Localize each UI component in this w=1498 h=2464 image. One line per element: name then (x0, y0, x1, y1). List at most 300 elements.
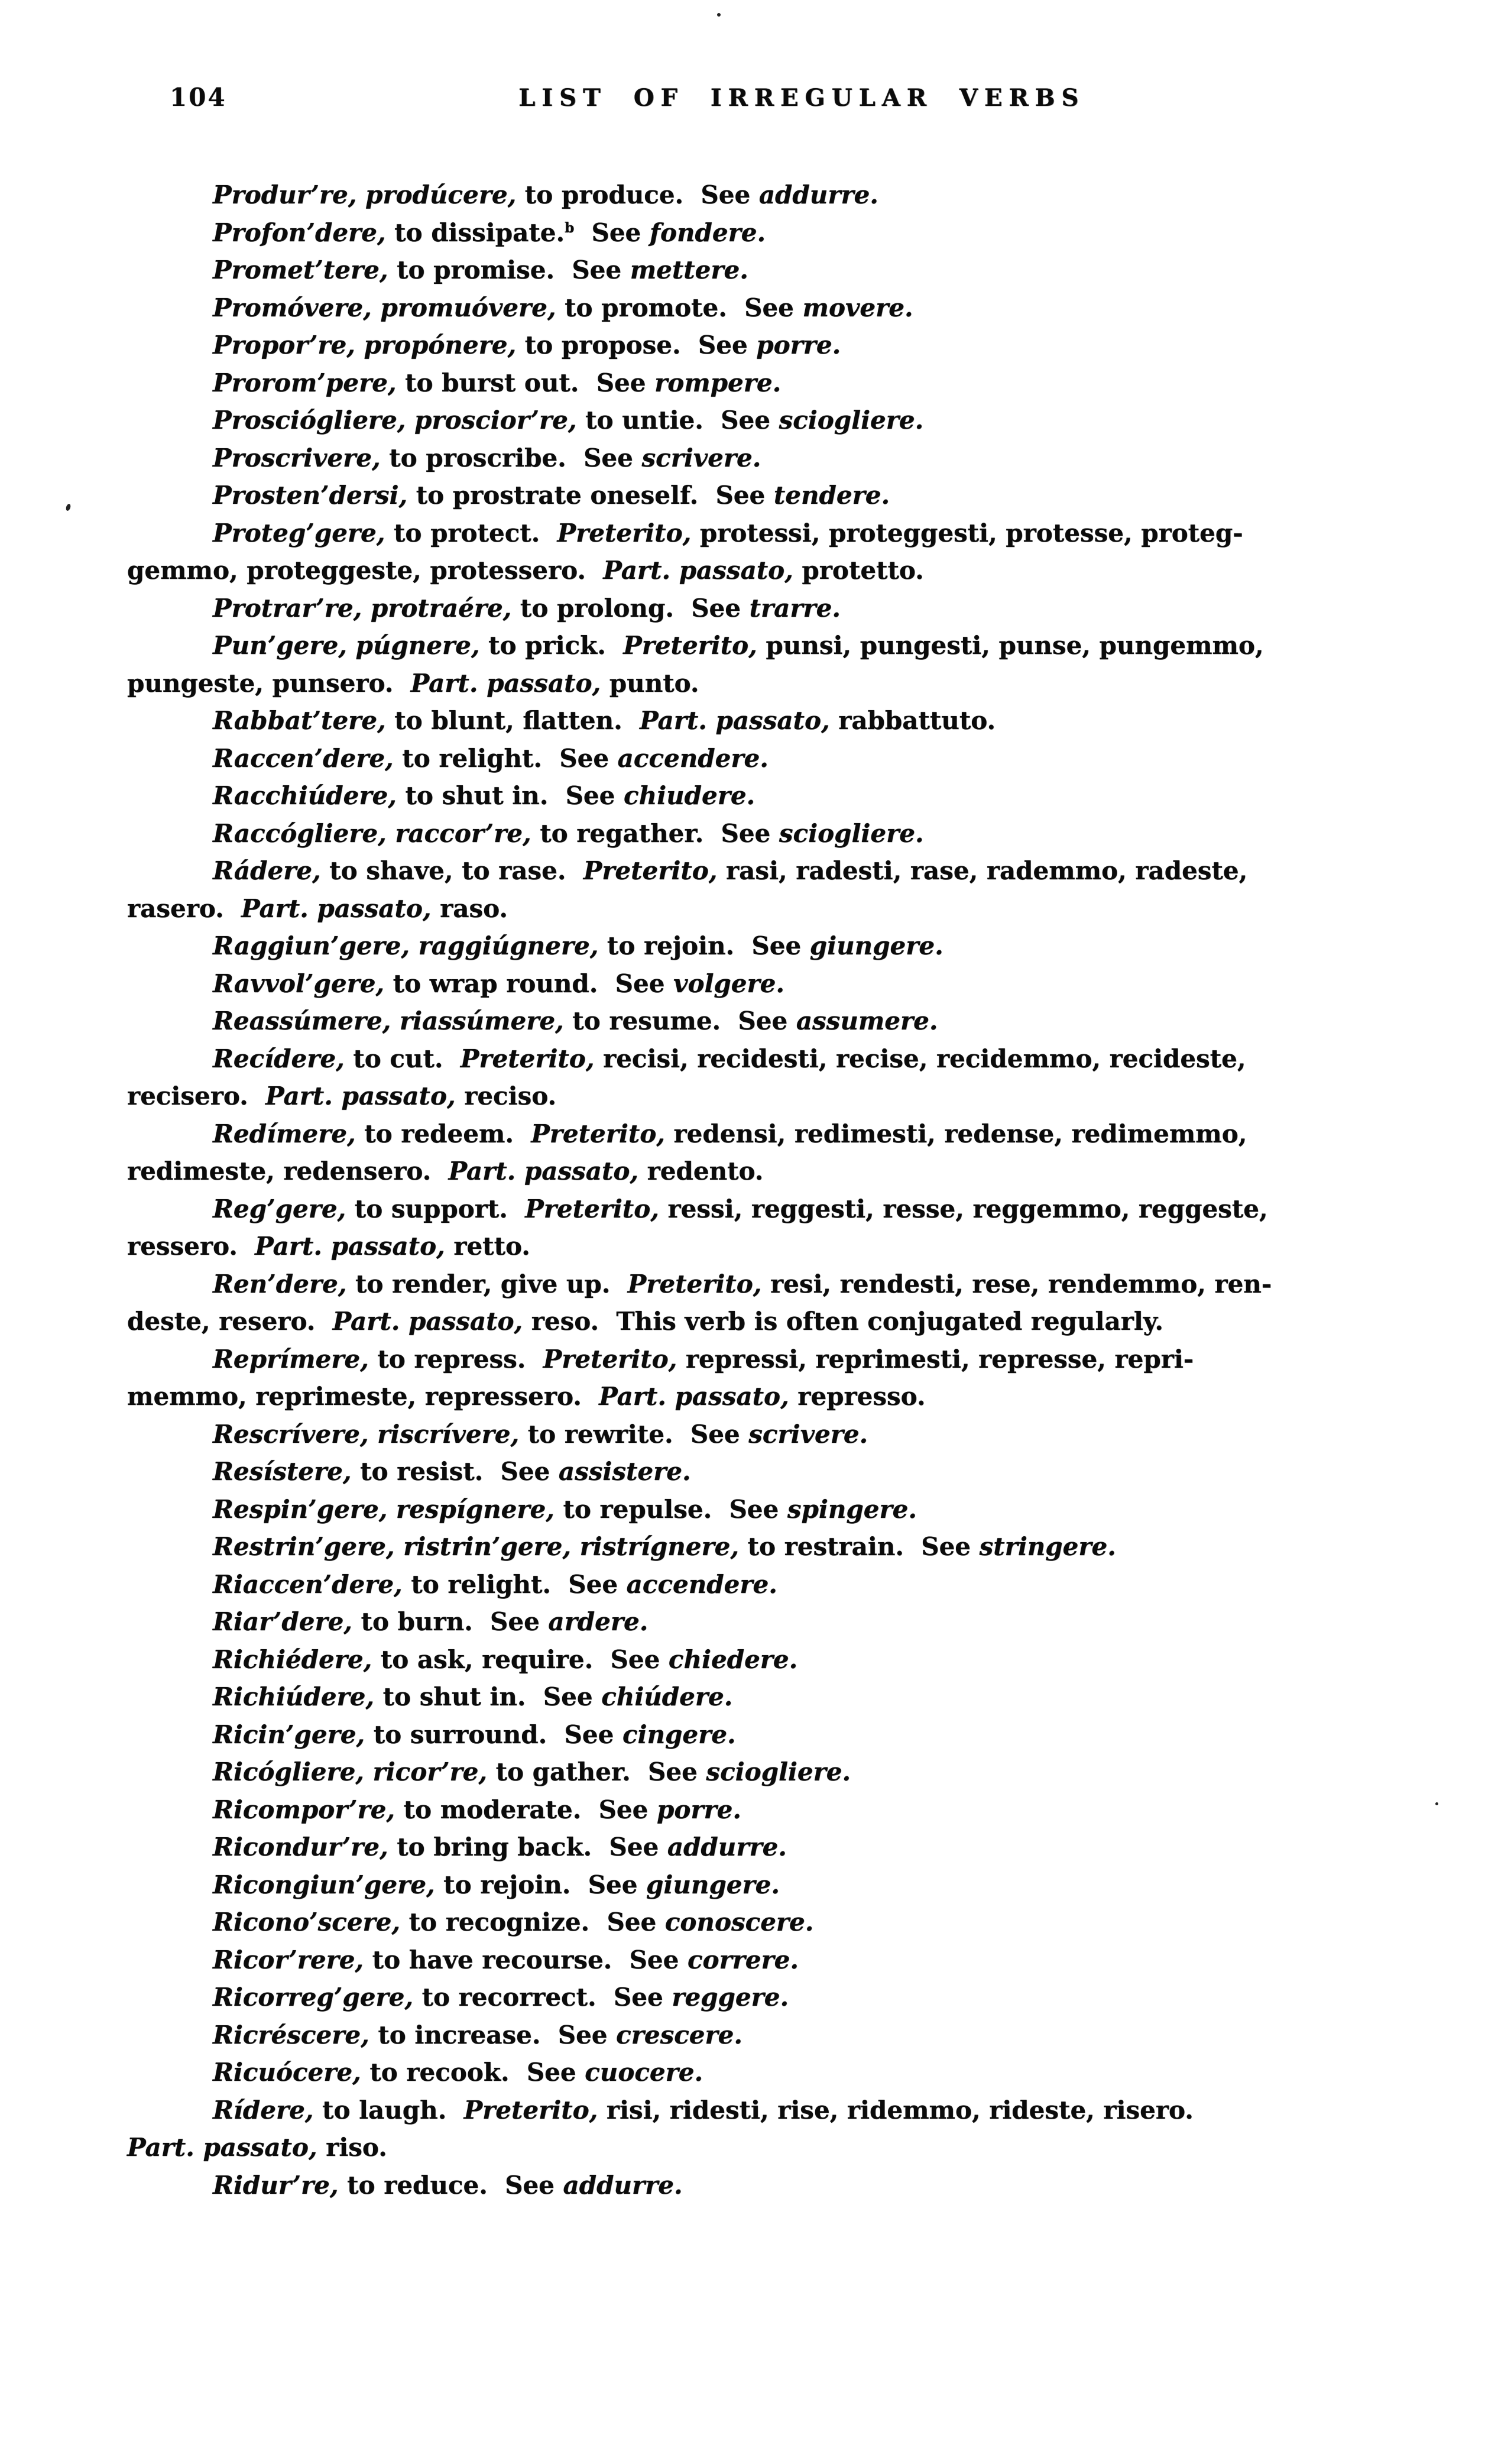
plain-text: to produce. (516, 180, 701, 209)
italic-text: chiudere. (624, 781, 756, 810)
plain-text: to protect. (385, 518, 557, 548)
plain-text: See (557, 2020, 617, 2049)
entry-line (127, 289, 1377, 327)
verb-entry (127, 965, 1377, 1003)
italic-text: porre. (656, 1795, 741, 1824)
entry-line (127, 815, 1377, 853)
plain-text: See (588, 1870, 647, 1899)
italic-text: Riar’dere, (213, 1607, 352, 1636)
entry-line (127, 1866, 1377, 1904)
plain-text: to restrain. (738, 1532, 922, 1561)
verb-entry (127, 176, 1377, 214)
entry-line (127, 590, 1377, 627)
italic-text: Part. passato, (448, 1157, 639, 1186)
entry-line (127, 2167, 1377, 2204)
verb-entry (127, 251, 1377, 289)
italic-text: Part. passato, (241, 893, 432, 923)
italic-text: giungere. (646, 1870, 780, 1899)
italic-text: Preterito, (531, 1119, 665, 1148)
plain-text: See (505, 2170, 563, 2200)
italic-text: Part. passato, (410, 668, 601, 698)
entry-line (127, 1828, 1377, 1866)
plain-text: See (691, 593, 750, 623)
plain-text: rabbattuto. (829, 706, 996, 735)
italic-text: sciogliere. (779, 406, 924, 435)
plain-text: to rewrite. (519, 1419, 690, 1449)
italic-text: spingere. (787, 1494, 917, 1524)
plain-text: repressi, reprimesti, represse, repri- (677, 1344, 1194, 1374)
italic-text: Preterito, (460, 1044, 595, 1073)
plain-text: See (609, 1832, 667, 1861)
verb-entry (127, 590, 1377, 627)
italic-text: fondere. (649, 218, 766, 247)
plain-text: to untie. (576, 406, 721, 435)
italic-text: sciogliere. (779, 818, 924, 848)
entry-line (127, 1641, 1377, 1679)
italic-text: sciogliere. (706, 1757, 851, 1786)
plain-text: to promise. (388, 255, 572, 284)
plain-text: to rejoin. (435, 1870, 588, 1899)
verb-entry (127, 2054, 1377, 2091)
italic-text: Reassúmere, riassúmere, (213, 1006, 564, 1035)
plain-text: represso. (789, 1382, 926, 1411)
italic-text: Propor’re, propónere, (213, 331, 517, 360)
italic-text: giungere. (809, 931, 943, 960)
plain-text: See (615, 969, 674, 998)
italic-text: Promet’tere, (213, 255, 388, 284)
italic-text: addurre. (563, 2170, 683, 2200)
plain-text: See (564, 1720, 622, 1749)
plain-text: See (526, 2058, 585, 2087)
entry-line (127, 1002, 1377, 1040)
plain-text: to surround. (365, 1720, 565, 1749)
plain-text: to burn. (352, 1607, 491, 1636)
plain-text: to relight. (402, 1569, 569, 1599)
entry-line (127, 1603, 1377, 1641)
italic-text: Preterito, (543, 1344, 677, 1374)
entry-line (127, 1228, 1377, 1265)
entry-line (127, 1791, 1377, 1829)
italic-text: Riaccen’dere, (213, 1569, 403, 1599)
plain-text: to promote. (556, 293, 745, 322)
plain-text: gemmo, proteggeste, protessero. (127, 556, 604, 585)
italic-text: Preterito, (623, 631, 757, 660)
verb-entry (127, 1416, 1377, 1453)
italic-text: Proscrivere, (213, 443, 381, 472)
italic-text: porre. (756, 331, 841, 360)
italic-text: Rabbat’tere, (213, 706, 386, 735)
plain-text: reso. This verb is often conjugated regularly. (523, 1307, 1164, 1336)
verb-entry (127, 514, 1377, 590)
entry-line (127, 1528, 1377, 1566)
plain-text: See (568, 1569, 627, 1599)
entry-line (127, 477, 1377, 514)
plain-text: to ask, require. (372, 1644, 611, 1674)
italic-text: Ricor’rere, (213, 1945, 364, 1974)
plain-text: protessi, proteggesti, protesse, proteg- (691, 518, 1243, 548)
italic-text: Part. passato, (599, 1382, 789, 1411)
italic-text: Ricin’gere, (213, 1720, 365, 1749)
verb-entry (127, 214, 1377, 252)
plain-text: to shave, to rase. (320, 856, 583, 885)
entry-line (127, 364, 1377, 402)
italic-text: chiúdere. (601, 1682, 733, 1711)
italic-text: chiedere. (668, 1644, 798, 1674)
entry-line (127, 1716, 1377, 1754)
italic-text: Preterito, (463, 2095, 598, 2125)
entry-line (127, 627, 1377, 665)
italic-text: Respin’gere, respígnere, (213, 1494, 555, 1524)
verb-entry (127, 927, 1377, 965)
verb-entry (127, 1941, 1377, 1979)
italic-text: Ricorreg’gere, (213, 1983, 413, 2012)
verb-entry (127, 402, 1377, 439)
entry-line (127, 439, 1377, 477)
italic-text: Preterito, (583, 856, 718, 885)
plain-text: to recorrect. (413, 1983, 614, 2012)
italic-text: stringere. (979, 1532, 1116, 1561)
plain-text: redensi, redimesti, redense, redimemmo, (664, 1119, 1247, 1148)
plain-text: See (596, 368, 655, 397)
italic-text: Reprímere, (213, 1344, 369, 1374)
entry-line (127, 1491, 1377, 1529)
plain-text: risi, ridesti, rise, ridemmo, rideste, risero. (598, 2095, 1194, 2125)
verb-entry (127, 740, 1377, 778)
plain-text: to relight. (393, 743, 560, 773)
entry-line (127, 2129, 1377, 2167)
plain-text: to gather. (487, 1757, 649, 1786)
plain-text: See (490, 1607, 549, 1636)
plain-text: See (559, 743, 618, 773)
verb-entry (127, 852, 1377, 927)
plain-text: punto. (601, 668, 699, 698)
italic-text: Rescrívere, riscrívere, (213, 1419, 520, 1449)
italic-text: Rádere, (213, 856, 321, 885)
plain-text: See (721, 406, 779, 435)
italic-text: Ricono’scere, (213, 1908, 401, 1937)
entry-line (127, 1753, 1377, 1791)
italic-text: Resístere, (213, 1457, 352, 1486)
italic-text: assistere. (558, 1457, 691, 1486)
entry-line (127, 1453, 1377, 1491)
verb-entry (127, 1641, 1377, 1679)
plain-text: protetto. (793, 556, 924, 585)
entry-line (127, 1941, 1377, 1979)
plain-text: to render, give up. (346, 1269, 628, 1299)
plain-text: to reduce. (338, 2170, 505, 2200)
italic-text: volgere. (673, 969, 784, 998)
plain-text: See (715, 481, 774, 510)
plain-text: to rejoin. (598, 931, 752, 960)
verb-entry (127, 1678, 1377, 1716)
plain-text: See (613, 1983, 672, 2012)
verb-entry (127, 439, 1377, 477)
plain-text: to support. (346, 1194, 526, 1223)
verb-entry (127, 1265, 1377, 1341)
italic-text: Part. passato, (603, 556, 793, 585)
plain-text: to regather. (531, 818, 721, 848)
plain-text: to dissipate. (385, 218, 565, 247)
scan-speck (717, 13, 721, 17)
verb-entry (127, 2091, 1377, 2167)
entry-line (127, 2054, 1377, 2091)
entry-line (127, 2016, 1377, 2054)
verb-entry (127, 364, 1377, 402)
italic-text: Ricuócere, (213, 2058, 361, 2087)
verb-entry (127, 815, 1377, 853)
italic-text: Ricógliere, ricor’re, (213, 1757, 487, 1786)
plain-text: to recook. (361, 2058, 527, 2087)
plain-text: to burst out. (396, 368, 596, 397)
italic-text: Reg’gere, (213, 1194, 346, 1223)
italic-text: Raggiun’gere, raggiúgnere, (213, 931, 599, 960)
verb-entry (127, 1903, 1377, 1941)
italic-text: Preterito, (557, 518, 692, 548)
plain-text: to prick. (479, 631, 624, 660)
italic-text: Racchiúdere, (213, 781, 397, 810)
plain-text: raso. (431, 893, 508, 923)
plain-text: See (543, 1682, 602, 1711)
plain-text: to wrap round. (384, 969, 615, 998)
verb-entry (127, 477, 1377, 514)
plain-text: to moderate. (395, 1795, 599, 1824)
entry-line (127, 1566, 1377, 1604)
italic-text: Raccen’dere, (213, 743, 394, 773)
italic-text: ardere. (548, 1607, 649, 1636)
plain-text: See (701, 180, 759, 209)
entry-line (127, 1678, 1377, 1716)
plain-text: See (598, 1795, 657, 1824)
plain-text: recisero. (127, 1082, 266, 1110)
italic-text: Part. passato, (332, 1307, 523, 1336)
entry-line (127, 1190, 1377, 1228)
plain-text: to propose. (516, 331, 698, 360)
italic-text: Promóvere, promuóvere, (213, 293, 556, 322)
italic-text: Restrin’gere, ristrin’gere, ristrígnere, (213, 1532, 739, 1561)
plain-text: retto. (445, 1232, 530, 1261)
italic-text: movere. (802, 293, 913, 322)
italic-text: accendere. (617, 743, 769, 773)
plain-text: See (500, 1457, 559, 1486)
plain-text: to shut in. (396, 781, 566, 810)
verb-entry (127, 1716, 1377, 1754)
entry-line (127, 1265, 1377, 1303)
entry-line (127, 702, 1377, 740)
running-head (127, 83, 1377, 117)
plain-text: rasi, radesti, rase, rademmo, radeste, (717, 856, 1248, 885)
italic-text: Rídere, (213, 2095, 314, 2125)
italic-text: reggere. (672, 1983, 789, 2012)
verb-entry (127, 1866, 1377, 1904)
plain-text: to prolong. (511, 593, 692, 623)
plain-text: pungeste, punsero. (127, 668, 411, 698)
verb-entry (127, 1491, 1377, 1529)
verb-entry (127, 2167, 1377, 2204)
plain-text (574, 218, 591, 247)
plain-text: to recognize. (400, 1908, 607, 1937)
italic-text: Preterito, (627, 1269, 762, 1299)
plain-text: to cut. (344, 1044, 461, 1073)
italic-text: cuocere. (585, 2058, 703, 2087)
verb-entry (127, 1341, 1377, 1416)
italic-text: Recídere, (213, 1044, 345, 1073)
entry-line (127, 1152, 1377, 1190)
plain-text: See (690, 1419, 749, 1449)
plain-text: ressero. (127, 1232, 255, 1261)
italic-text: Ren’dere, (213, 1269, 347, 1299)
plain-text: See (698, 331, 757, 360)
italic-text: Part. passato, (127, 2133, 317, 2162)
footnote-mark: b (565, 219, 575, 236)
entry-line (127, 777, 1377, 815)
italic-text: Ricongiun’gere, (213, 1870, 435, 1899)
verb-entry (127, 1528, 1377, 1566)
italic-text: addurre. (758, 180, 878, 209)
plain-text: See (738, 1006, 796, 1035)
italic-text: scrivere. (641, 443, 761, 472)
italic-text: correre. (687, 1945, 799, 1974)
verb-entry (127, 1453, 1377, 1491)
verb-entry (127, 777, 1377, 815)
verb-entry (127, 289, 1377, 327)
verb-entries-list (127, 176, 1377, 2204)
entry-line (127, 514, 1377, 552)
entry-line (127, 1979, 1377, 2016)
plain-text: memmo, reprimeste, repressero. (127, 1382, 599, 1411)
verb-entry (127, 1603, 1377, 1641)
plain-text: riso. (317, 2133, 387, 2162)
plain-text: to proscribe. (380, 443, 584, 472)
entry-line (127, 965, 1377, 1003)
entry-line (127, 740, 1377, 778)
italic-text: Profon’dere, (213, 218, 386, 247)
plain-text: to blunt, flatten. (385, 706, 640, 735)
italic-text: Preterito, (525, 1194, 659, 1223)
verb-entry (127, 702, 1377, 740)
italic-text: rompere. (654, 368, 782, 397)
italic-text: Ridur’re, (213, 2170, 339, 2200)
plain-text: to repress. (368, 1344, 543, 1374)
entry-line (127, 251, 1377, 289)
plain-text: deste, resero. (127, 1307, 333, 1336)
italic-text: accendere. (626, 1569, 777, 1599)
entry-line (127, 2091, 1377, 2129)
italic-text: Richiédere, (213, 1644, 372, 1674)
entry-line (127, 326, 1377, 364)
entry-line (127, 1903, 1377, 1941)
plain-text: to repulse. (554, 1494, 729, 1524)
italic-text: Raccógliere, raccor’re, (213, 818, 531, 848)
plain-text: punsi, pungesti, punse, pungemmo, (757, 631, 1264, 660)
plain-text: recisi, recidesti, recise, recidemmo, recideste, (594, 1044, 1246, 1073)
plain-text: redento. (638, 1157, 764, 1186)
entry-line (127, 1378, 1377, 1416)
italic-text: tendere. (773, 481, 890, 510)
plain-text: resi, rendesti, rese, rendemmo, ren- (761, 1269, 1272, 1299)
italic-text: Proteg’gere, (213, 518, 385, 548)
italic-text: Part. passato, (640, 706, 830, 735)
italic-text: Prorom’pere, (213, 368, 397, 397)
scan-speck (1435, 1802, 1438, 1805)
verb-entry (127, 1828, 1377, 1866)
verb-entry (127, 1566, 1377, 1604)
verb-entry (127, 1979, 1377, 2016)
entry-line (127, 1115, 1377, 1153)
entry-line (127, 665, 1377, 702)
plain-text: to bring back. (388, 1832, 609, 1861)
italic-text: trarre. (749, 593, 841, 623)
plain-text: reciso. (455, 1082, 557, 1110)
italic-text: addurre. (667, 1832, 787, 1861)
italic-text: Richiúdere, (213, 1682, 375, 1711)
plain-text: to shut in. (374, 1682, 543, 1711)
plain-text: See (629, 1945, 688, 1974)
plain-text: See (921, 1532, 980, 1561)
verb-entry (127, 627, 1377, 702)
italic-text: Prosten’dersi, (213, 481, 408, 510)
italic-text: Protrar’re, protraére, (213, 593, 512, 623)
page-number: 104 (170, 83, 227, 112)
entry-line (127, 1077, 1377, 1115)
italic-text: Part. passato, (255, 1232, 445, 1261)
plain-text: See (565, 781, 624, 810)
plain-text: ressi, reggesti, resse, reggemmo, reggeste, (659, 1194, 1268, 1223)
italic-text: Produr’re, prodúcere, (213, 180, 517, 209)
entry-line (127, 927, 1377, 965)
plain-text: See (583, 443, 642, 472)
plain-text: to prostrate oneself. (407, 481, 716, 510)
plain-text: See (721, 818, 779, 848)
plain-text: to resist. (351, 1457, 501, 1486)
verb-entry (127, 1115, 1377, 1190)
entry-line (127, 552, 1377, 590)
entry-line (127, 1341, 1377, 1378)
verb-entry (127, 326, 1377, 364)
entry-line (127, 890, 1377, 928)
plain-text: See (744, 293, 803, 322)
verb-entry (127, 1791, 1377, 1829)
plain-text: See (572, 255, 630, 284)
italic-text: assumere. (796, 1006, 938, 1035)
plain-text: See (648, 1757, 706, 1786)
italic-text: conoscere. (664, 1908, 814, 1937)
plain-text: rasero. (127, 893, 241, 923)
plain-text: See (610, 1644, 669, 1674)
page-title: LIST OF IRREGULAR VERBS (518, 84, 1085, 112)
verb-entry (127, 1190, 1377, 1265)
plain-text: to redeem. (355, 1119, 531, 1148)
verb-entry (127, 1753, 1377, 1791)
plain-text: See (751, 931, 810, 960)
entry-line (127, 402, 1377, 439)
italic-text: scrivere. (748, 1419, 868, 1449)
plain-text: to have recourse. (364, 1945, 630, 1974)
italic-text: Prosciógliere, proscior’re, (213, 406, 577, 435)
italic-text: cingere. (622, 1720, 736, 1749)
plain-text: See (607, 1908, 665, 1937)
entry-line (127, 852, 1377, 890)
plain-text: to resume. (563, 1006, 738, 1035)
italic-text: Ricompor’re, (213, 1795, 395, 1824)
italic-text: crescere. (616, 2020, 742, 2049)
italic-text: Part. passato, (265, 1082, 456, 1110)
plain-text: See (591, 218, 650, 247)
verb-entry (127, 2016, 1377, 2054)
entry-line (127, 1303, 1377, 1341)
entry-line (127, 1416, 1377, 1453)
italic-text: Pun’gere, púgnere, (213, 631, 480, 660)
italic-text: Ricréscere, (213, 2020, 369, 2049)
